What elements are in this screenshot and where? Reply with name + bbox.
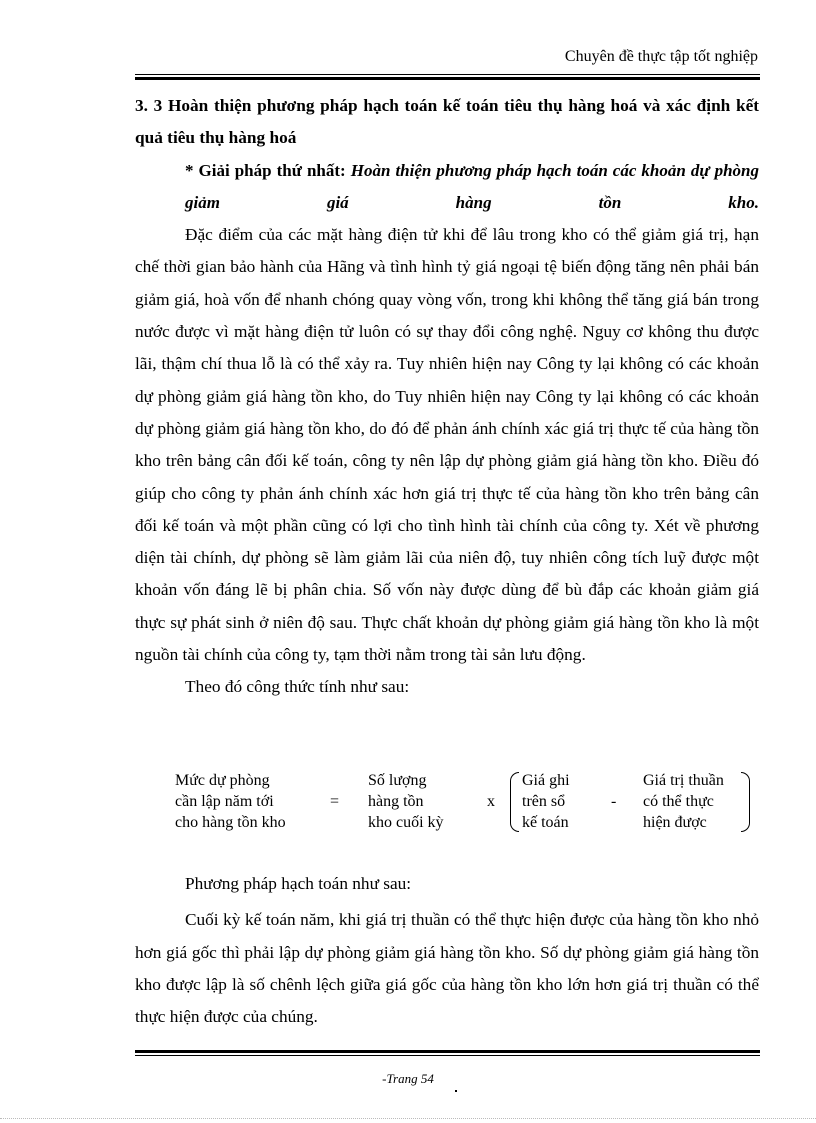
solution-title: Hoàn thiện phương pháp hạch toán các khoản dự phòng giảm giá hàng tồn kho. [185,160,759,212]
solution-prefix: * Giải pháp thứ nhất: [185,160,346,180]
formula-right-bracket [741,772,750,832]
formula-lhs: Mức dự phòng cần lập năm tới cho hàng tồn kho [175,772,286,831]
footer-rule-thick [135,1050,760,1053]
formula-intro: Theo đó công thức tính như sau: [185,677,410,697]
formula-quantity: Số lượng hàng tồn kho cuối kỳ [368,772,444,831]
page-number: -Trang 54 [382,1071,434,1086]
method-intro: Phương pháp hạch toán như sau: [185,874,412,893]
header-rule-thick [135,77,760,80]
footer-rule-thin [135,1055,760,1056]
header-rule-thin [135,74,760,75]
formula-book-value: Giá ghi trên sổ kế toán [522,772,570,831]
paragraph-1: Đặc điểm của các mặt hàng điện tử khi để lâu trong kho có thể giảm giá trị, hạn chế thời gian bảo hành của Hãng và tình hình tỷ giá ngoại tệ biến động tăng nên phải bán giảm giá, hoà vốn để nhanh chóng quay vòng vốn, trong khi không thể tăng giá bán trong nước được vì mặt hàng điện tử luôn có sự thay đổi công nghệ. Nguy cơ không thu được lãi, thậm chí thua lỗ là có thể xảy ra. Tuy nhiên hiện nay Công ty lại không có các khoản dự phòng giảm giá hàng tồn kho, do Tuy nhiên hiện nay Công ty lại không có các khoản dự phòng giảm giá hàng tồn kho, do đó để phản ánh chính xác giá trị thực tế của hàng tồn kho trên bảng cân đối kế toán, công ty nên lập dự phòng giảm giá hàng tồn kho. Điều đó giúp cho công ty phản ánh chính xác hơn giá trị thực tế của hàng tồn kho trên bảng cân đối kế toán và một phần cũng có lợi cho tình hình tài chính của công ty. Xét về phương diện tài chính, dự phòng sẽ làm giảm lãi của niên độ, tuy nhiên công tích luỹ được một khoản vốn đáng lẽ bị phân chia. Số vốn này được dùng để bù đắp các khoản giảm giá thực sự phát sinh ở niên độ sau. Thực chất khoản dự phòng giảm giá hàng tồn kho là một nguồn tài chính của công ty, tạm thời nằm trong tài sản lưu động. [135,225,759,665]
section-heading: 3. 3 Hoàn thiện phương pháp hạch toán kế toán tiêu thụ hàng hoá và xác định kết quả tiêu thụ hàng hoá [135,96,759,148]
formula-minus: - [611,793,617,810]
formula-left-bracket [510,772,519,832]
page-edge-dotted-line [0,1118,816,1119]
provision-formula [175,770,765,836]
section-bottom [135,868,759,1033]
footer-dot [455,1090,457,1092]
section-top [135,90,759,704]
formula-net-value: Giá trị thuần có thể thực hiện được [643,772,724,831]
paragraph-2: Cuối kỳ kế toán năm, khi giá trị thuần có thể thực hiện được của hàng tồn kho nhỏ hơn giá gốc thì phải lập dự phòng giảm giá hàng tồn kho. Số dự phòng giảm giá hàng tồn kho được lập là số chênh lệch giữa giá gốc của hàng tồn kho lớn hơn giá trị thuần có thể thực hiện được của chúng. [135,910,759,1027]
solution-line [135,155,759,220]
formula-equals: = [330,793,340,810]
header-title: Chuyên đề thực tập tốt nghiệp [564,48,758,65]
formula-times: x [487,793,495,810]
